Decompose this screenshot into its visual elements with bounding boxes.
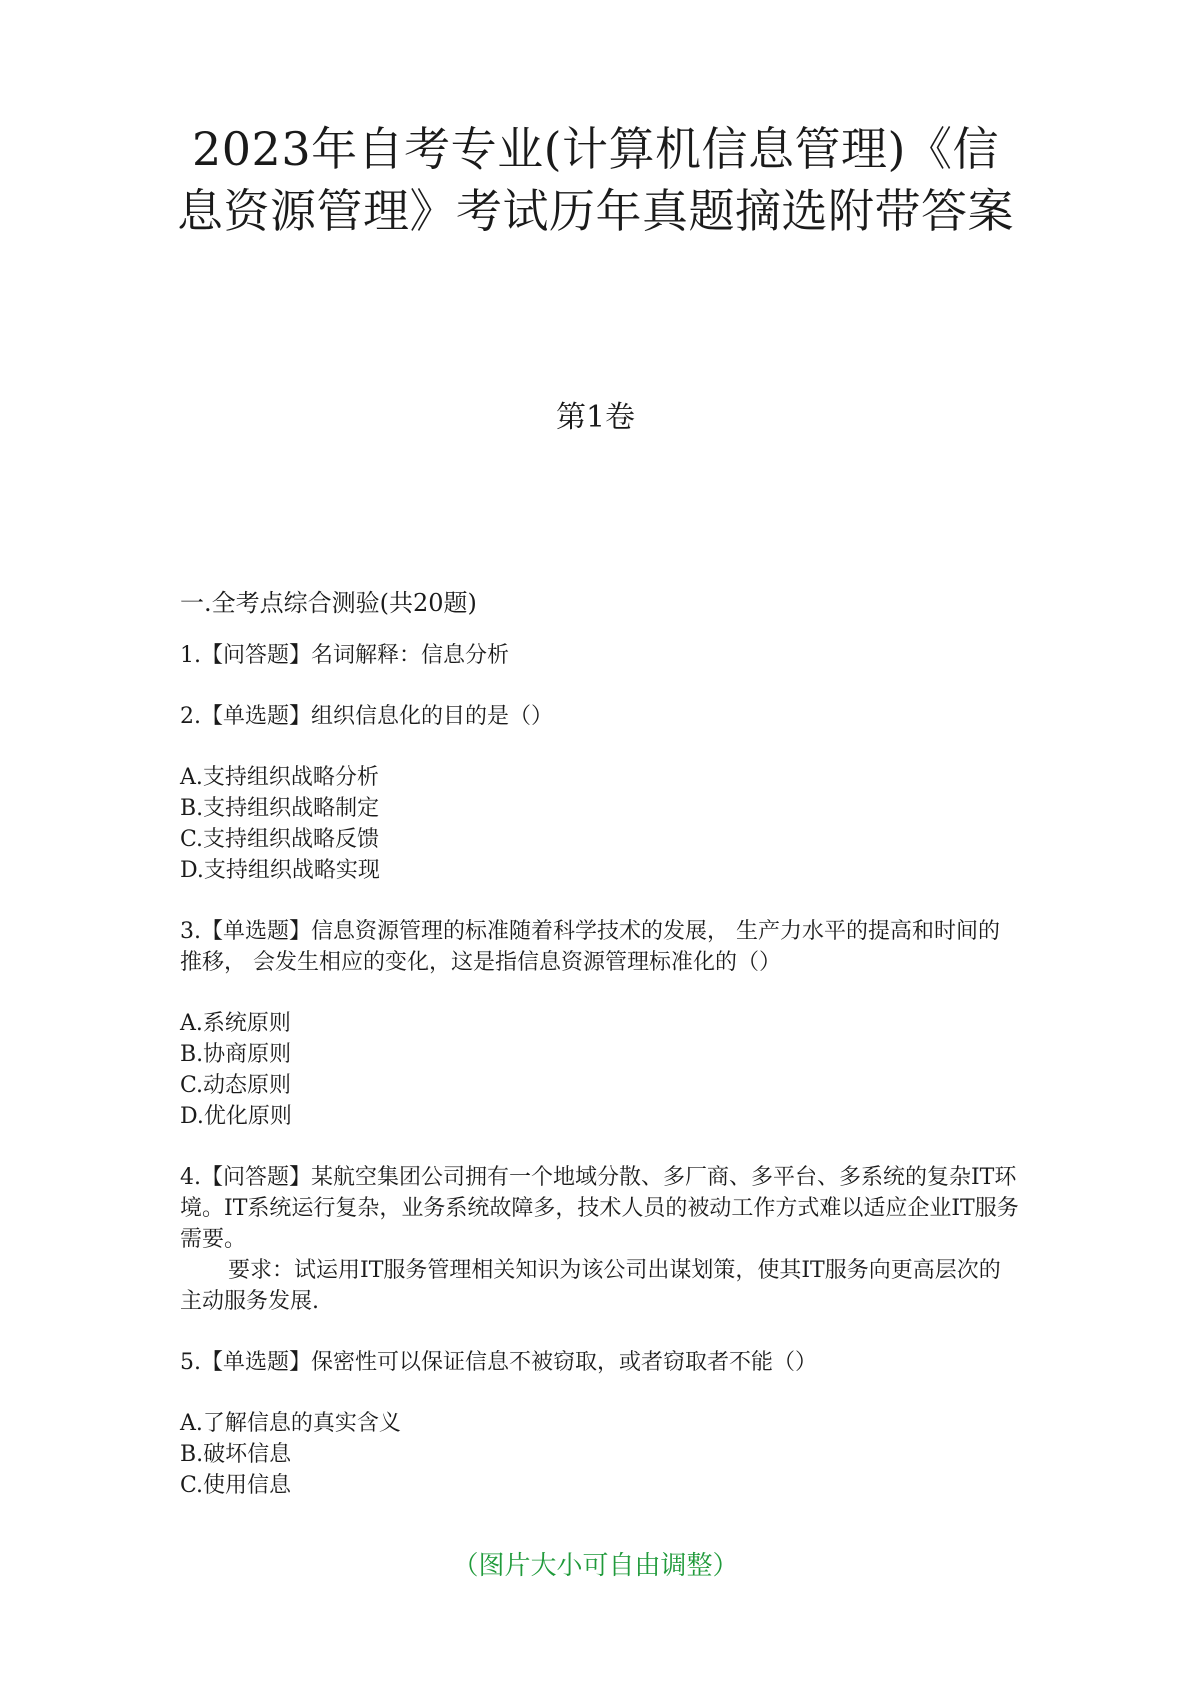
option-d: D.优化原则 bbox=[180, 1104, 292, 1129]
option-c: C.动态原则 bbox=[180, 1073, 292, 1098]
question-requirement: 要求：试运用IT服务管理相关知识为该公司出谋划策，使其IT服务向更高层次的主动服务发展. bbox=[180, 1258, 1001, 1314]
document-body bbox=[180, 586, 1020, 1531]
options-list bbox=[180, 1408, 1020, 1501]
footer-note: （图片大小可自由调整） bbox=[452, 1551, 739, 1581]
question-2 bbox=[180, 701, 1020, 886]
question-text: 1.【问答题】名词解释：信息分析 bbox=[180, 643, 509, 668]
option-d: D.支持组织战略实现 bbox=[180, 858, 380, 883]
question-text: 4.【问答题】某航空集团公司拥有一个地域分散、多厂商、多平台、多系统的复杂IT环境。IT系统运行复杂，业务系统故障多，技术人员的被动工作方式难以适应企业IT服务需要。 bbox=[180, 1165, 1019, 1252]
option-c: C.支持组织战略反馈 bbox=[180, 827, 380, 852]
option-a: A.系统原则 bbox=[180, 1011, 291, 1036]
section-heading: 一.全考点综合测验(共20题) bbox=[180, 589, 477, 617]
question-1 bbox=[180, 640, 1020, 671]
option-b: B.破坏信息 bbox=[180, 1442, 292, 1467]
question-5 bbox=[180, 1347, 1020, 1501]
options-list bbox=[180, 1008, 1020, 1132]
question-3 bbox=[180, 916, 1020, 1132]
question-text: 3.【单选题】信息资源管理的标准随着科学技术的发展， 生产力水平的提高和时间的推移， 会发生相应的变化，这是指信息资源管理标准化的（） bbox=[180, 919, 1000, 975]
option-c: C.使用信息 bbox=[180, 1473, 292, 1498]
question-text: 5.【单选题】保密性可以保证信息不被窃取，或者窃取者不能（） bbox=[180, 1350, 817, 1375]
question-4 bbox=[180, 1162, 1020, 1317]
option-a: A.支持组织战略分析 bbox=[180, 765, 379, 790]
question-text: 2.【单选题】组织信息化的目的是（） bbox=[180, 704, 553, 729]
option-b: B.协商原则 bbox=[180, 1042, 292, 1067]
option-a: A.了解信息的真实含义 bbox=[180, 1411, 401, 1436]
document-title: 2023年自考专业(计算机信息管理)《信息资源管理》考试历年真题摘选附带答案 bbox=[177, 122, 1014, 238]
options-list bbox=[180, 762, 1020, 886]
volume-title: 第1卷 bbox=[555, 400, 636, 435]
option-b: B.支持组织战略制定 bbox=[180, 796, 380, 821]
